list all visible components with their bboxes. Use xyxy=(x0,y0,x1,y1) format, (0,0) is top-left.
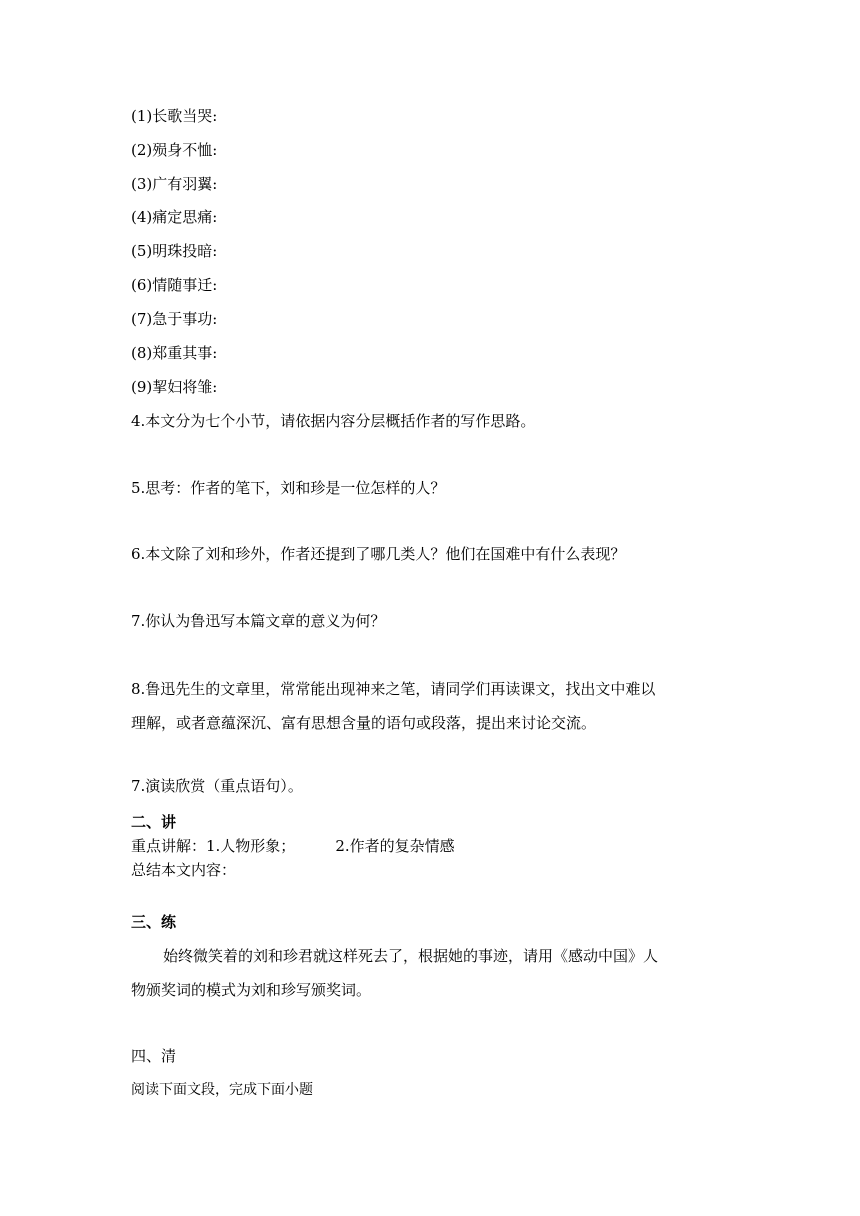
points-label: 重点讲解：1.人物形象； xyxy=(131,837,296,855)
vocab-item-4: (4)痛定思痛: xyxy=(131,208,218,226)
section-4-instruction: 阅读下面文段，完成下面小题 xyxy=(131,1082,313,1098)
section-4-heading: 四、清 xyxy=(131,1047,177,1065)
section-3-text-line-2: 物颁奖词的模式为刘和珍写颁奖词。 xyxy=(131,981,372,999)
points-second: 2.作者的复杂情感 xyxy=(335,837,455,855)
vocab-item-2: (2)殒身不恤: xyxy=(131,141,218,159)
section-3-heading: 三、练 xyxy=(131,913,177,931)
question-5: 5.思考：作者的笔下，刘和珍是一位怎样的人？ xyxy=(131,479,446,497)
section-2-summary: 总结本文内容： xyxy=(131,861,237,879)
question-6: 6.本文除了刘和珍外，作者还提到了哪几类人？他们在国难中有什么表现？ xyxy=(131,545,626,563)
vocab-item-8: (8)郑重其事: xyxy=(131,344,218,362)
question-8-line-2: 理解，或者意蕴深沉、富有思想含量的语句或段落，提出来讨论交流。 xyxy=(131,714,597,732)
question-4: 4.本文分为七个小节，请依据内容分层概括作者的写作思路。 xyxy=(131,412,536,430)
vocab-item-5: (5)明珠投暗: xyxy=(131,242,218,260)
section-2-heading: 二、讲 xyxy=(131,813,177,831)
vocab-item-3: (3)广有羽翼: xyxy=(131,175,218,193)
vocab-item-9: (9)挈妇将雏: xyxy=(131,378,218,396)
vocab-item-7: (7)急于事功: xyxy=(131,310,218,328)
question-7b: 7.演读欣赏（重点语句）。 xyxy=(131,777,303,795)
section-2-points xyxy=(131,836,455,856)
question-8-line-1: 8.鲁迅先生的文章里，常常能出现神来之笔，请同学们再读课文，找出文中难以 xyxy=(131,680,656,698)
question-7: 7.你认为鲁迅写本篇文章的意义为何？ xyxy=(131,612,386,630)
vocab-item-1: (1)长歌当哭: xyxy=(131,107,218,125)
vocab-item-6: (6)情随事迁: xyxy=(131,276,218,294)
section-3-text-line-1: 始终微笑着的刘和珍君就这样死去了，根据她的事迹，请用《感动中国》人 xyxy=(163,947,659,965)
